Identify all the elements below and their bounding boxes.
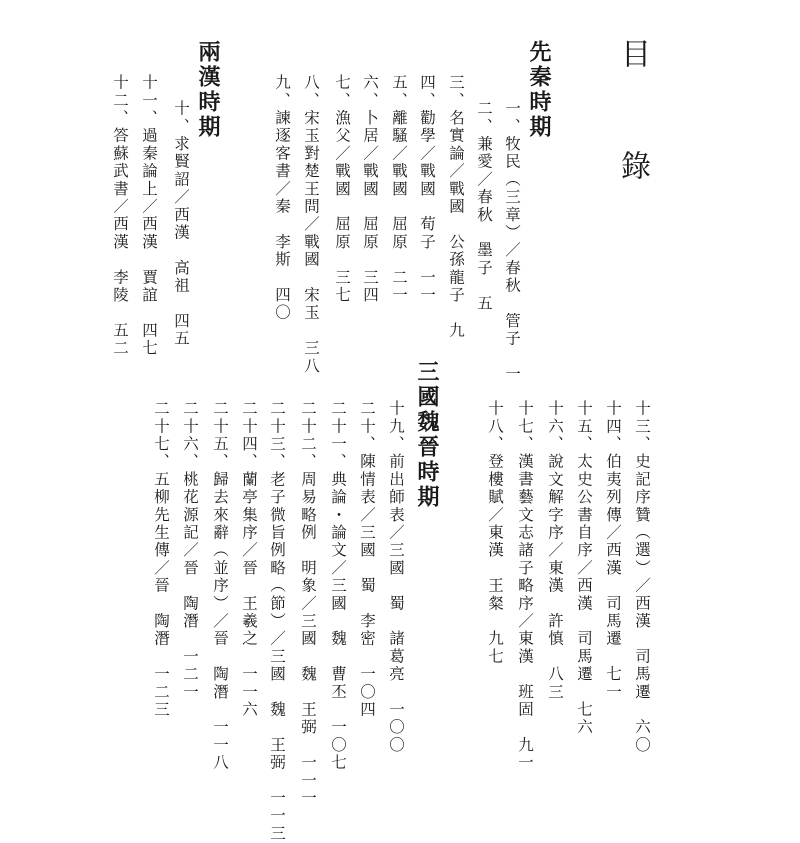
toc-entry: 十二、答蘇武書／西漢 李陵 五二: [111, 74, 129, 358]
toc-entry: 二十三、老子微旨例略（節）／三國 魏 王弼 一一三: [268, 400, 286, 843]
toc-entry: 十七、漢書藝文志諸子略序／東漢 班固 九一: [516, 400, 534, 772]
section-title-han: 兩漢時期: [195, 40, 221, 140]
toc-entry: 二十二、周易略例 明象／三國 魏 王弼 一一一: [299, 400, 317, 808]
toc-entry: 二十五、歸去來辭（並序）／晉 陶潛 一一八: [211, 400, 229, 772]
toc-entry: 二、兼愛／春秋 墨子 五: [475, 100, 493, 313]
toc-entry: 二十六、桃花源記／晉 陶潛 一二一: [181, 400, 199, 701]
toc-entry: 二十七、五柳先生傳／晉 陶潛 一二三: [152, 400, 170, 719]
section-title-wei-jin: 三國魏晉時期: [414, 360, 440, 510]
toc-entry: 五、離騷／戰國 屈原 二一: [390, 74, 408, 305]
toc-entry: 十四、伯夷列傳／西漢 司馬遷 七一: [604, 400, 622, 701]
toc-entry: 十一、過秦論上／西漢 賈誼 四七: [140, 74, 158, 358]
toc-entry: 十五、太史公書自序／西漢 司馬遷 七六: [575, 400, 593, 737]
toc-entry: 十、求賢詔／西漢 高祖 四五: [172, 100, 190, 348]
toc-entry: 一、牧民（三章）／春秋 管子 一: [503, 100, 521, 384]
toc-entry: 十三、史記序贊（選）／西漢 司馬遷 六〇: [633, 400, 651, 754]
section-title-pre-qin: 先秦時期: [526, 40, 552, 140]
toc-entry: 四、勸學／戰國 荀子 一一: [418, 74, 436, 305]
toc-entry: 二十、陳情表／三國 蜀 李密 一〇四: [358, 400, 376, 719]
toc-entry: 六、卜居／戰國 屈原 三四: [361, 74, 379, 305]
toc-entry: 十六、說文解字序／東漢 許慎 八三: [546, 400, 564, 701]
toc-entry: 二十四、蘭亭集序／晉 王羲之 一一六: [240, 400, 258, 719]
toc-entry: 七、漁父／戰國 屈原 三七: [333, 74, 351, 305]
toc-entry: 十九、前出師表／三國 蜀 諸葛亮 一〇〇: [387, 400, 405, 754]
toc-entry: 三、名實論／戰國 公孫龍子 九: [447, 74, 465, 340]
toc-entry: 十八、登樓賦／東漢 王粲 九七: [486, 400, 504, 666]
toc-entry: 八、宋玉對楚王問／戰國 宋玉 三八: [302, 74, 320, 375]
page-title: 目 錄: [615, 38, 650, 206]
toc-entry: 二十一、典論・論文／三國 魏 曹丕 一〇七: [329, 400, 347, 772]
toc-entry: 九、諫逐客書／秦 李斯 四〇: [273, 74, 291, 322]
